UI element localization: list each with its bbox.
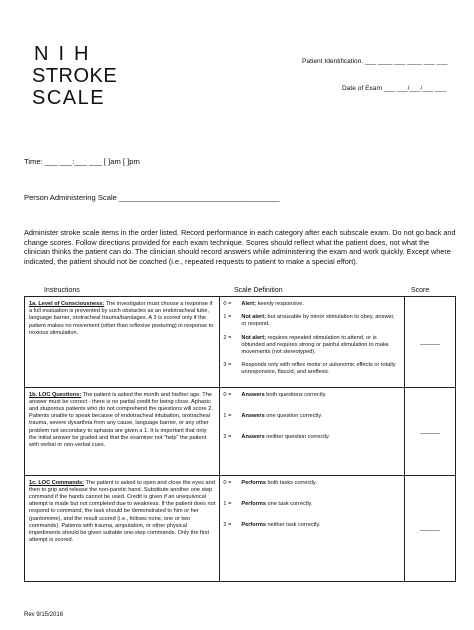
option-number: 2 = (223, 334, 232, 341)
nih-stroke-scale-logo (32, 43, 118, 109)
time-field[interactable]: Time: ___ ___:___ ___ [ ]am [ ]pm (24, 157, 140, 166)
item-instruction-text: The patient is asked the month and his/her age. The answer must be correct - there is no partial credit for being close. Aphasic and stuporous patients who do not comprehend the questions will score 2. Patients unable to speak because of endotracheal intubation, orotracheal trauma, severe dysarthria from any cause, language barrier, or any other problem not secondary to aphasia are given a 1. It is important that only the initial answer be graded and that the examiner not "help" the patient with verbal or non-verbal cues. (29, 391, 213, 449)
definition-cell (220, 475, 404, 581)
column-header-score: Score (411, 287, 430, 294)
option-number: 0 = (223, 301, 232, 307)
option-keyword: Answers (241, 412, 265, 419)
option-text: requires repeated stimulation to attend, or is obtunded and requires strong or painful stimulation to make movements (not stereotyped). (241, 334, 389, 356)
table-row (25, 387, 456, 475)
option-text: one task correctly. (265, 500, 313, 507)
option-number: 1 = (223, 314, 232, 321)
option-number: 0 = (223, 479, 232, 486)
administration-instructions: Administer stroke scale items in the order listed. Record performance in each category after each subscale exam. Do not go back and change scores. Follow directions provided for each exam technique. Scores should reflect what the patient does, not what the clinician thinks the patient can do. The clinician should record answers while administering the exam and work quickly. Except where indicated, the patient should not be coached (i.e., repeated requests to patient to make a special effort). (24, 228, 456, 266)
score-blank[interactable]: ______ (419, 525, 440, 532)
definition-cell (220, 297, 404, 388)
score-cell[interactable] (404, 387, 455, 475)
logo-line-nih: NIH (34, 43, 99, 65)
column-header-instructions: Instructions (44, 287, 80, 294)
instruction-cell (25, 297, 220, 388)
date-of-exam-field[interactable]: Date of Exam ___ ___/___/___ ___ (342, 85, 447, 92)
option-keyword: Performs (241, 500, 266, 507)
option-text: one question correctly. (264, 412, 323, 419)
option-keyword: Answers (241, 434, 265, 441)
definition-option (223, 392, 400, 399)
option-keyword: Alert; (241, 301, 257, 307)
instruction-cell (25, 387, 220, 475)
logo-line-scale: SCALE (32, 87, 106, 109)
table-row (25, 297, 456, 388)
item-instruction-text: The patient is asked to open and close the eyes and then to grip and release the non-paretic hand. Substitute another one step command if the hands cannot be used. Credit is given if an unequivocal attempt is made but not completed due to weakness. If the patient does not respond to command, the task should be demonstrated to him or her (pantomime), and the result scored (i.e., follows none, one or two commands). Patients with trauma, amputation, or other physical impediments should be given suitable one-step commands. Only the first attempt is scored. (29, 479, 216, 544)
option-text: neither task correctly. (265, 522, 321, 529)
definition-cell (220, 387, 404, 475)
definition-option (223, 413, 400, 420)
item-title: 1c. LOC Commands: (29, 479, 85, 486)
option-number: 2 = (223, 434, 232, 441)
table-row (25, 475, 456, 581)
definition-option (223, 480, 400, 487)
option-keyword: Performs (241, 522, 266, 529)
option-keyword: Performs (241, 479, 266, 486)
score-cell[interactable] (404, 297, 455, 388)
score-blank[interactable]: ______ (419, 338, 440, 345)
option-keyword: Not alert; (241, 314, 266, 321)
item-title: 1b. LOC Questions: (29, 391, 82, 398)
definition-option (223, 362, 400, 376)
item-title: 1a. Level of Consciousness: (29, 301, 105, 307)
option-number: 3 = (223, 362, 232, 369)
option-number: 2 = (223, 522, 232, 529)
option-text: Responds only with reflex motor or autonomic effects or totally unresponsive, flaccid, and areflexic. (241, 362, 396, 376)
option-number: 1 = (223, 412, 232, 419)
option-text: neither question correctly. (264, 434, 330, 441)
definition-option (223, 314, 400, 328)
score-cell[interactable] (404, 475, 455, 581)
option-text: but arousable by minor stimulation to obey, answer, or respond. (241, 314, 395, 328)
option-text: both tasks correctly. (265, 479, 317, 486)
item-instruction-text: The investigator must choose a response if a full evaluation is prevented by such obstacles as an endotracheal tube, language barrier, orotracheal trauma/bandages. A 3 is scored only if the patient makes no movement (other than reflexive posturing) in response to noxious stimulation. (29, 301, 214, 336)
logo-line-stroke: STROKE (32, 65, 118, 87)
definition-option (223, 335, 400, 357)
definition-option (223, 434, 400, 441)
patient-identification-field[interactable]: Patient Identification. ___ ____ ___ ____ ___ ___ (302, 58, 448, 65)
option-keyword: Answers (241, 391, 265, 398)
definition-option (223, 522, 400, 529)
score-blank[interactable]: ______ (419, 428, 440, 435)
definition-option (223, 301, 400, 308)
option-text: keenly responsive. (256, 301, 304, 307)
option-keyword: Not alert; (241, 334, 266, 341)
column-header-definition: Scale Definition (234, 287, 283, 294)
person-administering-field[interactable]: Person Administering Scale ______________________________________ (24, 193, 280, 202)
stroke-scale-table (24, 296, 456, 582)
option-number: 1 = (223, 500, 232, 507)
option-text: both questions correctly. (264, 391, 327, 398)
definition-option (223, 501, 400, 508)
instruction-cell (25, 475, 220, 581)
option-number: 0 = (223, 391, 232, 398)
revision-date: Rev 9/15/2016 (24, 612, 64, 618)
